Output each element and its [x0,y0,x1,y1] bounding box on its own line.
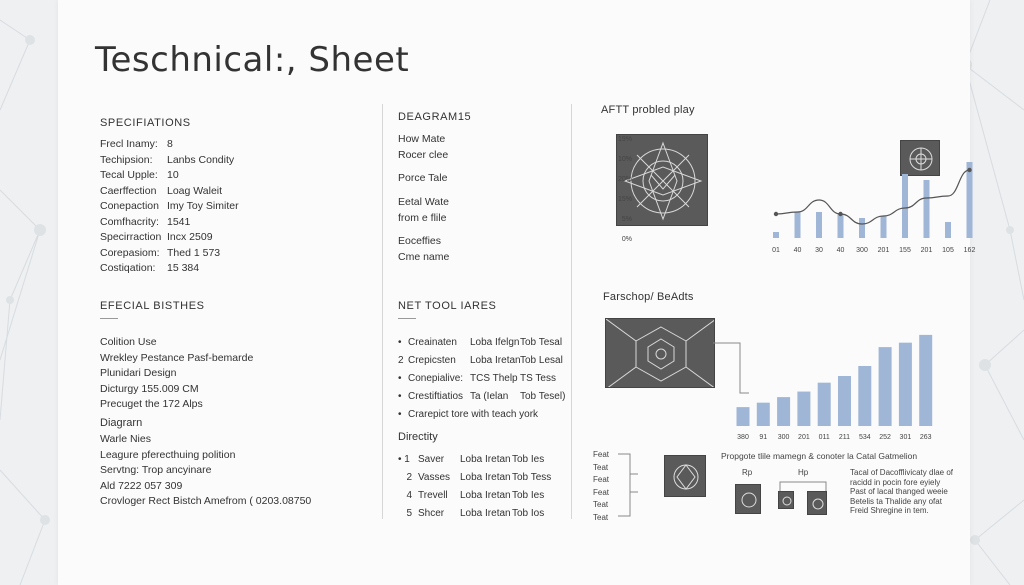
thumbnail-image-c [807,491,827,515]
special-lines-2 [100,432,311,510]
y-tick-label: 10% [617,156,632,163]
x-tick-label: 201 [920,247,933,254]
table-row: 2 Vasses Loba Iretan Tob Tess [406,471,552,483]
table-row: 5 Shcer Loba Iretan Tob Ios [406,507,545,519]
chart1-plot [578,128,978,258]
text-line: Ald 7222 057 309 [100,479,183,492]
x-tick-label: 201 [877,247,890,254]
text-line: Dicturgy 155.009 CM [100,382,199,395]
x-tick-label: 40 [793,247,802,254]
note-block [850,468,953,516]
bar [924,180,930,238]
x-tick-label: 30 [815,247,823,254]
diagrams-group [398,234,449,265]
table-row: • 1 Saver Loba Iretan Tob Ies [398,453,545,465]
text-line: Wrekley Pestance Pasf-bemarde [100,351,254,364]
spec-row: Conepaction Imy Toy Simiter [100,200,239,212]
note-line: Betelis ta Thalide any ofat [850,496,942,506]
feat-label: Feat [593,450,610,459]
y-tick-label: 19% [617,136,632,143]
thumbnail-image-b [778,491,794,509]
line-point [838,212,842,216]
table-row: • Conepialive: TCS Thelp TS Tess [398,372,556,384]
label-a: Rp [742,468,753,477]
diagram-thumbnail-image [664,455,706,497]
table-row: • Creainaten Loba Ifelgn Tob Tesal [398,336,563,348]
diagrams-group [398,195,449,226]
x-tick-label: 011 [818,434,830,441]
bar [899,343,912,426]
y-tick-label: 15% [617,196,632,203]
feat-label: Teat [593,462,609,472]
chart2-plot [728,322,968,444]
text-line: Rocer clee [398,148,449,161]
x-tick-label: 91 [759,434,768,441]
x-tick-label: 155 [899,247,911,254]
diagrams-heading: DEAGRAM15 [398,111,472,123]
x-tick-label: 162 [963,247,976,254]
spec-row: Costiqation: 15 384 [100,262,200,274]
table-row: • Crarepict tore with teach york [398,408,539,420]
spec-row: Caerffection Loag Waleit [100,184,223,197]
series-line [776,170,970,224]
bar [737,407,750,426]
x-tick-label: 300 [856,247,868,254]
y-tick-label: 20% [617,176,632,183]
hexagon-diagram-image [605,318,715,388]
x-tick-label: 252 [879,434,891,441]
bar [773,232,779,238]
bar [777,397,790,426]
feat-label: Feat [593,487,610,497]
diagram-subheading: Diagrarn [100,417,143,429]
note-line: Freid Shregine in tem. [850,506,929,515]
x-tick-label: 263 [919,434,932,441]
table-row: 2 Crepicsten Loba Iretan Tob Lesal [398,354,563,366]
thumbnail-image-a [735,484,761,514]
note-line: Past of lacal thanged weeie [850,487,948,496]
chart2-title: Farschop/ BeAdts [603,291,694,303]
label-b: Hp [798,468,809,477]
directity-heading: Directity [398,431,438,443]
spec-row: Corepasiom: Thed 1 573 [100,246,221,259]
page-title: Teschnical:, Sheet [95,40,410,80]
note-line: Tacal of Dacofflivicaty dlae of [850,468,954,477]
feat-labels [593,449,609,524]
specifications-list [100,137,239,277]
spec-row: Tecal Upple: 10 [100,169,179,181]
x-tick-label: 105 [942,247,954,254]
column-divider [571,104,572,519]
feat-label: Feat [593,475,610,484]
text-line: Porce Tale [398,172,448,184]
bar [795,212,801,238]
special-heading: EFECIAL BISTHES [100,300,205,312]
text-line: Plunidari Design [100,367,177,379]
y-tick-label: 0% [621,236,632,243]
spec-row: Frecl Inamy: 8 [100,138,173,150]
text-line: Colition Use [100,336,157,348]
x-tick-label: 01 [772,247,780,254]
table-row: 4 Trevell Loba Iretan Tob Ies [406,489,545,501]
bar [919,335,932,426]
y-tick-label: 5% [621,216,632,223]
bar [879,347,892,426]
x-tick-label: 301 [899,434,912,441]
x-tick-label: 211 [838,434,851,441]
bar [816,212,822,238]
text-line: How Mate [398,133,446,145]
x-tick-label: 201 [798,434,810,441]
technical-sheet [58,0,976,585]
bar [858,366,871,426]
text-line: Warle Nies [100,433,151,445]
bar [881,216,887,238]
x-tick-label: 40 [836,247,845,254]
net-tool-heading: NET TOOL IARES [398,300,497,312]
text-line: Eoceffies [398,235,441,247]
net-tool-table [398,333,565,423]
line-point [967,168,971,172]
chart1-title: AFTT probled play [601,104,695,116]
text-line: from e flile [398,211,447,224]
bar [859,218,865,238]
bar [838,376,851,426]
text-line: Cme name [398,250,450,263]
special-lines [100,335,253,413]
directity-table [398,450,551,522]
note-line: racidd in pocin fore eyiely [850,477,941,487]
spec-row: Comfhacrity: 1541 [100,215,191,228]
heading-underline [398,318,416,319]
bar [838,214,844,238]
text-line: Crovloger Rect Bistch Amefrom ( 0203.08750 [100,495,312,507]
diagrams-group [398,132,448,163]
feat-connector [618,450,668,520]
bar [818,383,831,426]
table-row: • Crestiftiatios Ta (Ielan Tob Tesel) [398,390,566,402]
x-tick-label: 534 [858,434,871,441]
text-line: Precuget the 172 Alps [100,398,203,410]
bar [945,222,951,238]
text-line: Leagure pferecthuing polition [100,448,236,461]
bar [967,162,973,238]
specifications-heading: SPECIFIATIONS [100,117,191,129]
diagrams-group [398,171,447,187]
line-point [774,212,778,216]
text-line: Servtng: Trop ancyinare [100,464,212,476]
bar [757,403,770,426]
column-divider [382,104,383,519]
text-line: Eetal Wate [398,196,449,208]
x-tick-label: 380 [737,434,749,441]
bottom-caption: Propgote tlile mamegn & conoter la Catal Gatmelion [721,451,918,461]
spec-row: Techipsion: Lanbs Condity [100,153,235,166]
x-tick-label: 300 [777,434,790,441]
feat-label: Teat [593,500,609,509]
bar [902,174,908,238]
bar [797,392,810,426]
spec-row: Specirraction Incx 2509 [100,231,213,243]
heading-underline [100,318,118,319]
feat-label: Teat [593,512,609,522]
